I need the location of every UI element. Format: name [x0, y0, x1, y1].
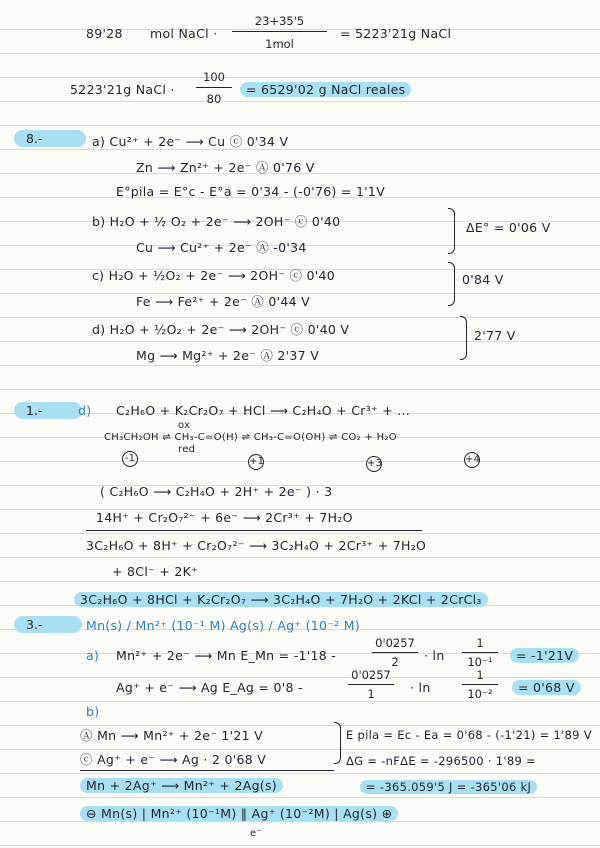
nernst-mn-fraction [372, 636, 418, 669]
fraction-numerator: 0'0257 [351, 668, 391, 682]
ox-state-2: +1 [248, 452, 264, 470]
item-b-label: b) [86, 704, 100, 719]
sum-rule [86, 530, 422, 531]
mass-result: = 5223'21g NaCl [340, 26, 452, 41]
reaction-1d: C₂H₆O + K₂Cr₂O₇ + HCl ⟶ C₂H₄O + Cr³⁺ + ... [116, 403, 411, 418]
eq-8a-epila: E°pila = E°c - E°a = 0'34 - (-0'76) = 1'1V [116, 184, 386, 199]
real-mass-result: = 6529'02 g NaCl reales [240, 82, 411, 97]
e-ag-result: = 0'68 V [512, 680, 581, 695]
ionic-equation: 3C₂H₆O + 8H⁺ + Cr₂O₇²⁻ ⟶ 3C₂H₄O + 2Cr³⁺ + 7H₂O [86, 538, 427, 553]
yield-fraction [196, 70, 232, 106]
brace-3b [334, 722, 341, 764]
eq-8b-anode: Cu ⟶ Cu²⁺ + 2e⁻ Ⓐ -0'34 [136, 240, 307, 255]
cell-components: Mn(s) / Mn²⁺ (10⁻¹ M) Ag(s) / Ag⁺ (10⁻² M) [86, 618, 361, 633]
spectator-ions: + 8Cl⁻ + 2K⁺ [112, 564, 198, 579]
eq-8c-anode: Fe ⟶ Fe²⁺ + 2e⁻ Ⓐ 0'44 V [136, 294, 310, 309]
eq-8b-cathode: b) H₂O + ½ O₂ + 2e⁻ ⟶ 2OH⁻ ⓒ 0'40 [92, 214, 341, 229]
cell-notation: ⊖ Mn(s) | Mn²⁺ (10⁻¹M) ‖ Ag⁺ (10⁻²M) | Ag(s) ⊕ [80, 806, 398, 821]
eq-8d-anode: Mg ⟶ Mg²⁺ + 2e⁻ Ⓐ 2'37 V [136, 348, 320, 363]
moles-value: 89'28 [86, 26, 123, 41]
oxidation-chain: CH₃CH₂OH ⇌ CH₃-C=O(H) ⇌ CH₃-C=O(OH) ⇌ CO₂ + H₂O [104, 432, 397, 443]
gibbs-result: = -365.059'5 J = -365'06 kJ [360, 780, 537, 794]
epila-calc: E pila = Ec - Ea = 0'68 - (-1'21) = 1'89 V [346, 728, 592, 742]
item-d-label: d) [78, 403, 92, 418]
ln-operator: · ln [410, 680, 431, 695]
result-8b: ΔE° = 0'06 V [466, 220, 551, 235]
fraction-denominator: 10⁻² [462, 684, 498, 701]
sum-rule-3b [80, 770, 334, 771]
mass-times: 5223'21g NaCl · [70, 82, 175, 97]
half-reaction-red: 14H⁺ + Cr₂O₇²⁻ + 6e⁻ ⟶ 2Cr³⁺ + 7H₂O [96, 510, 353, 525]
fraction-denominator: 80 [196, 87, 232, 106]
result-8c: 0'84 V [462, 272, 504, 287]
item-a-label: a) [86, 648, 100, 663]
eq-8d-cathode: d) H₂O + ½O₂ + 2e⁻ ⟶ 2OH⁻ ⓒ 0'40 V [92, 322, 350, 337]
brace-8b [448, 208, 455, 254]
section-1-label: 1.- [14, 402, 82, 419]
anode-reaction: Ⓐ Mn ⟶ Mn²⁺ + 2e⁻ 1'21 V [80, 728, 264, 743]
moles-unit: mol NaCl · [150, 26, 218, 41]
section-8-label: 8.- [14, 130, 86, 147]
electron-flow-arrow: e⁻ [250, 828, 263, 839]
eq-8c-cathode: c) H₂O + ½O₂ + 2e⁻ ⟶ 2OH⁻ ⓒ 0'40 [92, 268, 336, 283]
fraction-denominator: 1mol [232, 31, 327, 51]
ox-state-1: -1 [122, 449, 138, 467]
fraction-denominator: 2 [372, 652, 418, 669]
gibbs-calc: ΔG = -nFΔE = -296500 · 1'89 = [346, 754, 536, 768]
red-label: red [178, 444, 196, 455]
fraction-numerator: 0'0257 [375, 636, 415, 650]
section-3-label: 3.- [14, 616, 82, 633]
half-reaction-ox: ( C₂H₆O ⟶ C₂H₄O + 2H⁺ + 2e⁻ ) · 3 [100, 484, 333, 499]
fraction-denominator: 10⁻¹ [462, 652, 498, 669]
brace-8d [460, 316, 467, 360]
ox-state-3: +3 [366, 454, 382, 472]
global-reaction: Mn + 2Ag⁺ ⟶ Mn²⁺ + 2Ag(s) [80, 778, 283, 793]
nernst-mn: Mn²⁺ + 2e⁻ ⟶ Mn E_Mn = -1'18 - [116, 648, 337, 663]
e-mn-result: = -1'21V [510, 648, 579, 663]
molecular-equation: 3C₂H₆O + 8HCl + K₂Cr₂O₇ ⟶ 3C₂H₄O + 7H₂O + 2KCl + 2CrCl₃ [74, 592, 488, 607]
result-8d: 2'77 V [474, 328, 516, 343]
brace-8c [448, 262, 455, 306]
nernst-ag: Ag⁺ + e⁻ ⟶ Ag E_Ag = 0'8 - [116, 680, 303, 695]
fraction-numerator: 23+35'5 [254, 14, 305, 28]
cathode-reaction: ⓒ Ag⁺ + e⁻ ⟶ Ag · 2 0'68 V [80, 752, 267, 767]
eq-8a-cathode: a) Cu²⁺ + 2e⁻ ⟶ Cu ⓒ 0'34 V [92, 134, 289, 149]
molar-mass-fraction [232, 14, 327, 51]
eq-8a-anode: Zn ⟶ Zn²⁺ + 2e⁻ Ⓐ 0'76 V [136, 160, 315, 175]
fraction-numerator: 1 [476, 636, 484, 650]
nernst-ag-fraction [348, 668, 394, 701]
nernst-ag-log-fraction [462, 668, 498, 701]
fraction-denominator: 1 [348, 684, 394, 701]
fraction-numerator: 100 [203, 70, 225, 84]
ln-operator: · ln [424, 648, 445, 663]
ox-state-4: +4 [464, 450, 480, 468]
fraction-numerator: 1 [476, 668, 484, 682]
nernst-mn-log-fraction [462, 636, 498, 669]
ox-label: ox [178, 420, 191, 431]
